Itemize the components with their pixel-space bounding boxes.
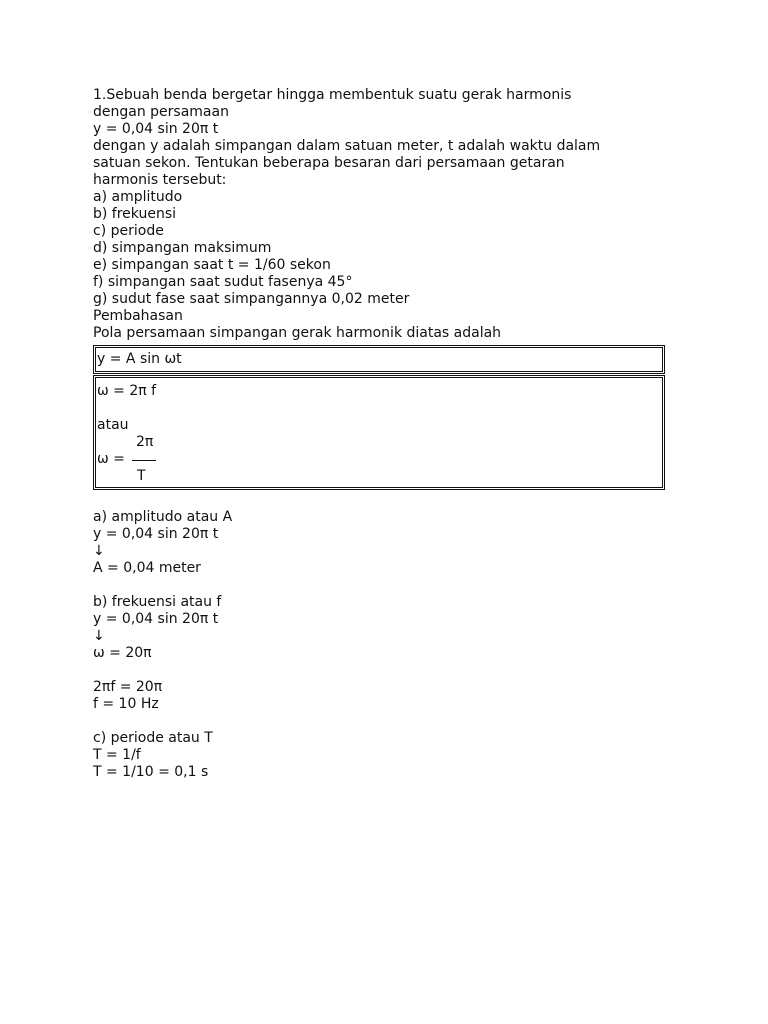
question-line: 1.Sebuah benda bergetar hingga membentuk suatu gerak harmonis bbox=[93, 87, 572, 103]
solution-title: b) frekuensi atau f bbox=[93, 594, 222, 610]
fraction-lhs: ω = bbox=[97, 451, 130, 467]
solution-b bbox=[93, 594, 683, 713]
solution-title: c) periode atau T bbox=[93, 730, 213, 746]
list-item: g) sudut fase saat simpangannya 0,02 meter bbox=[93, 291, 410, 307]
question-line: dengan persamaan bbox=[93, 104, 229, 120]
fraction-formula bbox=[97, 434, 662, 485]
solution-step: 2πf = 20π bbox=[93, 679, 163, 695]
question-line: dengan y adalah simpangan dalam satuan meter, t adalah waktu dalam bbox=[93, 138, 601, 154]
list-item: a) amplitudo bbox=[93, 189, 183, 205]
discussion-heading: Pembahasan bbox=[93, 308, 183, 324]
solution-equation: y = 0,04 sin 20π t bbox=[93, 526, 219, 542]
formula-text: y = A sin ωt bbox=[97, 351, 182, 367]
spacer bbox=[93, 662, 683, 679]
list-item: c) periode bbox=[93, 223, 164, 239]
discussion-intro: Pola persamaan simpangan gerak harmonik diatas adalah bbox=[93, 325, 502, 341]
arrow-down-icon: ↓ bbox=[93, 628, 105, 644]
formula-box-simpangan bbox=[93, 345, 665, 374]
fraction-numerator: 2π bbox=[136, 434, 154, 450]
spacer bbox=[93, 577, 683, 594]
fraction-denominator: T bbox=[137, 468, 146, 484]
fraction-bar bbox=[132, 460, 156, 461]
question-line: harmonis tersebut: bbox=[93, 172, 227, 188]
spacer bbox=[97, 400, 662, 417]
formula-box-omega bbox=[93, 375, 665, 490]
list-item: e) simpangan saat t = 1/60 sekon bbox=[93, 257, 331, 273]
list-item: b) frekuensi bbox=[93, 206, 177, 222]
question-block bbox=[93, 87, 683, 189]
solution-a bbox=[93, 509, 683, 577]
question-line: satuan sekon. Tentukan beberapa besaran dari persamaan getaran bbox=[93, 155, 565, 171]
arrow-down-icon: ↓ bbox=[93, 543, 105, 559]
omega-formula: ω = 2π f bbox=[97, 383, 157, 399]
solution-result: f = 10 Hz bbox=[93, 696, 159, 712]
solution-c bbox=[93, 730, 683, 781]
solution-equation: y = 0,04 sin 20π t bbox=[93, 611, 219, 627]
question-items-list bbox=[93, 189, 683, 308]
atau-label: atau bbox=[97, 417, 129, 433]
solution-result: A = 0,04 meter bbox=[93, 560, 201, 576]
list-item: d) simpangan maksimum bbox=[93, 240, 272, 256]
solution-result: T = 1/10 = 0,1 s bbox=[93, 764, 209, 780]
solution-title: a) amplitudo atau A bbox=[93, 509, 233, 525]
spacer bbox=[93, 713, 683, 730]
document-page bbox=[93, 87, 683, 781]
solution-step: T = 1/f bbox=[93, 747, 141, 763]
list-item: f) simpangan saat sudut fasenya 45° bbox=[93, 274, 353, 290]
solution-omega: ω = 20π bbox=[93, 645, 152, 661]
equation-line: y = 0,04 sin 20π t bbox=[93, 121, 219, 137]
